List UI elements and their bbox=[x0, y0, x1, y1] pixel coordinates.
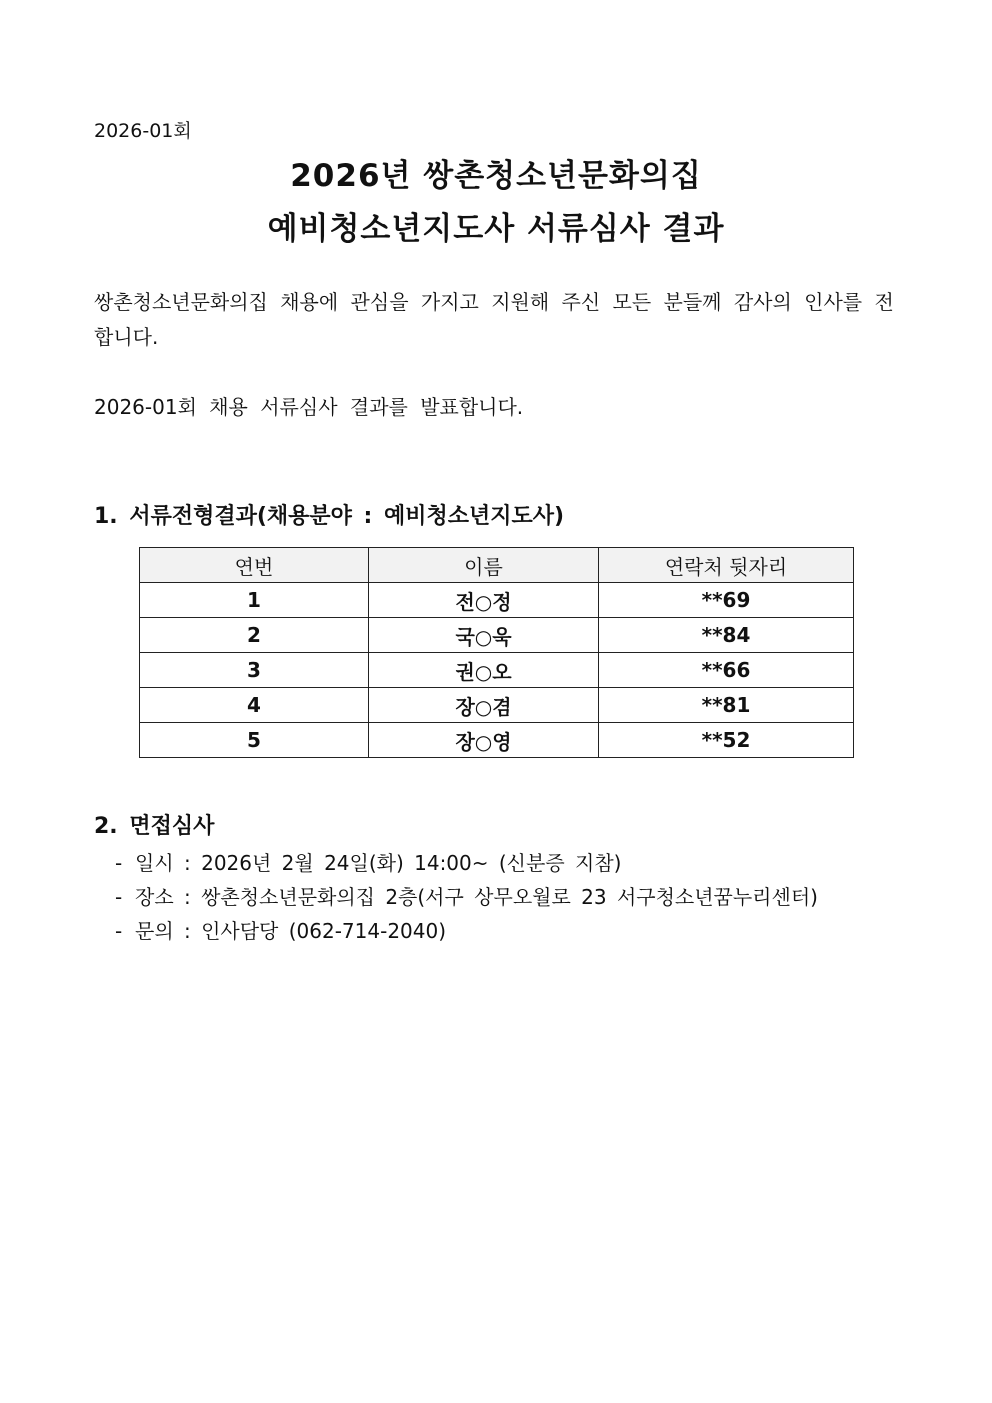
table-row bbox=[140, 583, 854, 618]
table-row bbox=[140, 688, 854, 723]
cell-phone-suffix: **69 bbox=[599, 583, 854, 618]
column-header-name: 이름 bbox=[369, 548, 599, 583]
table-row bbox=[140, 723, 854, 758]
cell-number: 3 bbox=[140, 653, 369, 688]
bullet-dash: - bbox=[115, 851, 123, 875]
interview-date-text: 일시 : 2026년 2월 24일(화) 14:00~ (신분증 지참) bbox=[135, 851, 622, 875]
cell-name: 장○겸 bbox=[369, 688, 599, 723]
document-title-line-2: 예비청소년지도사 서류심사 결과 bbox=[267, 211, 725, 247]
section-heading-interview: 2. 면접심사 bbox=[94, 814, 215, 839]
column-header-number: 연번 bbox=[140, 548, 369, 583]
screening-results-table bbox=[139, 547, 854, 758]
table-header-row bbox=[140, 548, 854, 583]
cell-number: 1 bbox=[140, 583, 369, 618]
cell-number: 5 bbox=[140, 723, 369, 758]
list-item-inquiry bbox=[115, 914, 818, 948]
section-heading-document-screening: 1. 서류전형결과(채용분야 : 예비청소년지도사) bbox=[94, 504, 565, 529]
cell-phone-suffix: **81 bbox=[599, 688, 854, 723]
cell-number: 2 bbox=[140, 618, 369, 653]
cell-name: 전○정 bbox=[369, 583, 599, 618]
cell-phone-suffix: **52 bbox=[599, 723, 854, 758]
cell-name: 장○영 bbox=[369, 723, 599, 758]
interview-details-list bbox=[115, 846, 818, 948]
document-number: 2026-01회 bbox=[94, 120, 192, 142]
bullet-dash: - bbox=[115, 885, 123, 909]
bullet-dash: - bbox=[115, 919, 123, 943]
table-row bbox=[140, 618, 854, 653]
cell-phone-suffix: **66 bbox=[599, 653, 854, 688]
list-item-interview-location bbox=[115, 880, 818, 914]
table-row bbox=[140, 653, 854, 688]
cell-number: 4 bbox=[140, 688, 369, 723]
announcement-paragraph: 2026-01회 채용 서류심사 결과를 발표합니다. bbox=[94, 395, 524, 419]
cell-name: 권○오 bbox=[369, 653, 599, 688]
inquiry-text: 문의 : 인사담당 (062-714-2040) bbox=[135, 919, 447, 943]
intro-paragraph: 쌍촌청소년문화의집 채용에 관심을 가지고 지원해 주신 모든 분들께 감사의 인사를 전합니다. bbox=[94, 290, 894, 349]
cell-name: 국○욱 bbox=[369, 618, 599, 653]
document-title-line-1: 2026년 쌍촌청소년문화의집 bbox=[290, 158, 702, 194]
cell-phone-suffix: **84 bbox=[599, 618, 854, 653]
interview-location-text: 장소 : 쌍촌청소년문화의집 2층(서구 상무오월로 23 서구청소년꿈누리센터) bbox=[135, 885, 818, 909]
list-item-interview-date bbox=[115, 846, 818, 880]
column-header-phone-suffix: 연락처 뒷자리 bbox=[599, 548, 854, 583]
